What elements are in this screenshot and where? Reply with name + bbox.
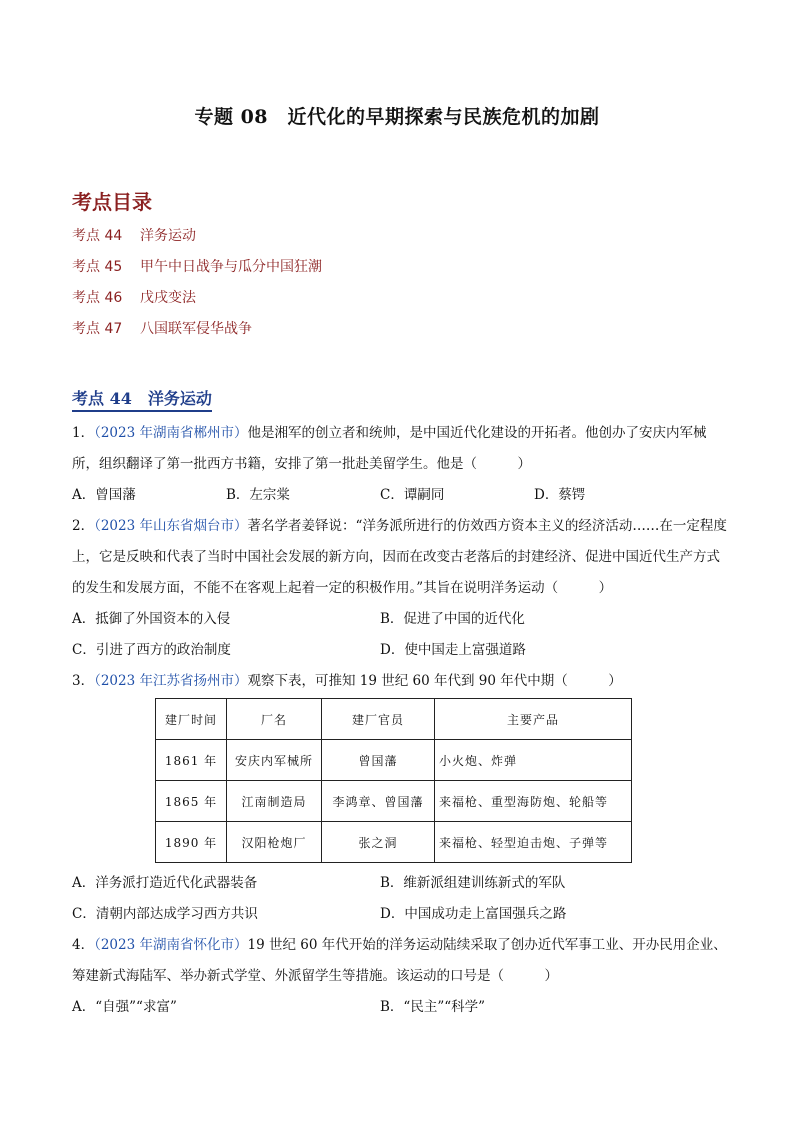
toc-list bbox=[72, 226, 322, 350]
question-text bbox=[72, 511, 728, 604]
table-header: 建厂时间 bbox=[156, 699, 227, 740]
option[interactable]: A．“自强”“求富” bbox=[72, 999, 177, 1015]
question-body: 他是湘军的创立者和统帅，是中国近代化建设的开拓者。他创办了安庆内军械所，组织翻译了第一批西方书籍，安排了第一批赴美留学生。他是（ ） bbox=[72, 425, 707, 472]
option[interactable]: C．引进了西方的政治制度 bbox=[72, 642, 231, 658]
question-3 bbox=[72, 666, 728, 697]
option[interactable]: B．“民主”“科学” bbox=[380, 999, 486, 1015]
section-heading: 考点 44 洋务运动 bbox=[72, 386, 212, 412]
option[interactable]: C．谭嗣同 bbox=[380, 487, 445, 503]
options bbox=[72, 992, 728, 1023]
question-number: 2． bbox=[72, 518, 95, 534]
table-cell: 曾国藩 bbox=[322, 740, 435, 781]
table-header-row bbox=[156, 699, 632, 740]
question-number: 3． bbox=[72, 673, 95, 689]
toc-item[interactable] bbox=[72, 288, 322, 319]
table-cell: 张之洞 bbox=[322, 822, 435, 863]
table-cell: 1890 年 bbox=[156, 822, 227, 863]
toc-item[interactable] bbox=[72, 257, 322, 288]
question-3-options bbox=[72, 868, 728, 930]
options bbox=[72, 480, 728, 511]
table-row bbox=[156, 740, 632, 781]
table-row bbox=[156, 822, 632, 863]
option[interactable]: A．曾国藩 bbox=[72, 487, 136, 503]
table-cell: 1861 年 bbox=[156, 740, 227, 781]
question-body: 19 世纪 60 年代开始的洋务运动陆续采取了创办近代军事工业、开办民用企业、筹建新式海陆军、举办新式学堂、外派留学生等措施。该运动的口号是（ ） bbox=[72, 937, 727, 984]
option[interactable]: A．抵御了外国资本的入侵 bbox=[72, 611, 231, 627]
toc-item-name: 戊戌变法 bbox=[140, 290, 196, 306]
table-cell: 汉阳枪炮厂 bbox=[227, 822, 322, 863]
option[interactable]: D．使中国走上富强道路 bbox=[380, 642, 526, 658]
question-number: 4． bbox=[72, 937, 95, 953]
table-cell: 李鸿章、曾国藩 bbox=[322, 781, 435, 822]
question-1 bbox=[72, 418, 728, 511]
table-header: 主要产品 bbox=[435, 699, 632, 740]
factory-table bbox=[155, 698, 632, 863]
toc-item[interactable] bbox=[72, 319, 322, 350]
question-source: （2023 年湖南省怀化市） bbox=[94, 937, 248, 953]
option[interactable]: B．维新派组建训练新式的军队 bbox=[380, 875, 566, 891]
table-cell: 1865 年 bbox=[156, 781, 227, 822]
question-body: 著名学者姜铎说：“洋务派所进行的仿效西方资本主义的经济活动……在一定程度上，它是反映和代表了当时中国社会发展的新方向，因而在改变古老落后的封建经济、促进中国近代生产方式的发生和发展方面，不能不在客观上起着一定的积极作用。”其旨在说明洋务运动（ ） bbox=[72, 518, 727, 596]
table-cell: 江南制造局 bbox=[227, 781, 322, 822]
toc-item-number: 考点 47 bbox=[72, 321, 123, 337]
option[interactable]: A．洋务派打造近代化武器装备 bbox=[72, 875, 258, 891]
option[interactable]: C．清朝内部达成学习西方共识 bbox=[72, 906, 258, 922]
table-cell: 小火炮、炸弹 bbox=[435, 740, 632, 781]
question-source: （2023 年湖南省郴州市） bbox=[94, 425, 248, 441]
question-source: （2023 年山东省烟台市） bbox=[94, 518, 248, 534]
question-text bbox=[72, 666, 728, 697]
question-4 bbox=[72, 930, 728, 1023]
options bbox=[72, 868, 728, 930]
question-body: 观察下表，可推知 19 世纪 60 年代到 90 年代中期（ ） bbox=[247, 673, 622, 689]
toc-item-number: 考点 45 bbox=[72, 259, 123, 275]
option[interactable]: D．中国成功走上富国强兵之路 bbox=[380, 906, 567, 922]
question-source: （2023 年江苏省扬州市） bbox=[94, 673, 248, 689]
toc-item-name: 八国联军侵华战争 bbox=[140, 321, 252, 337]
question-text bbox=[72, 418, 728, 480]
table-cell: 安庆内军械所 bbox=[227, 740, 322, 781]
table-cell: 来福枪、轻型迫击炮、子弹等 bbox=[435, 822, 632, 863]
toc-item-name: 洋务运动 bbox=[140, 228, 196, 244]
toc-item[interactable] bbox=[72, 226, 322, 257]
options bbox=[72, 604, 728, 666]
toc-item-number: 考点 46 bbox=[72, 290, 123, 306]
table-row bbox=[156, 781, 632, 822]
table-header: 建厂官员 bbox=[322, 699, 435, 740]
table-header: 厂名 bbox=[227, 699, 322, 740]
option[interactable]: B．左宗棠 bbox=[226, 487, 290, 503]
question-2 bbox=[72, 511, 728, 666]
table-cell: 来福枪、重型海防炮、轮船等 bbox=[435, 781, 632, 822]
toc-item-number: 考点 44 bbox=[72, 228, 123, 244]
toc-heading: 考点目录 bbox=[72, 190, 152, 214]
option[interactable]: B．促进了中国的近代化 bbox=[380, 611, 525, 627]
toc-item-name: 甲午中日战争与瓜分中国狂潮 bbox=[140, 259, 322, 275]
option[interactable]: D．蔡锷 bbox=[534, 487, 586, 503]
question-text bbox=[72, 930, 728, 992]
page-title: 专题 08 近代化的早期探索与民族危机的加剧 bbox=[194, 106, 600, 128]
question-number: 1． bbox=[72, 425, 95, 441]
